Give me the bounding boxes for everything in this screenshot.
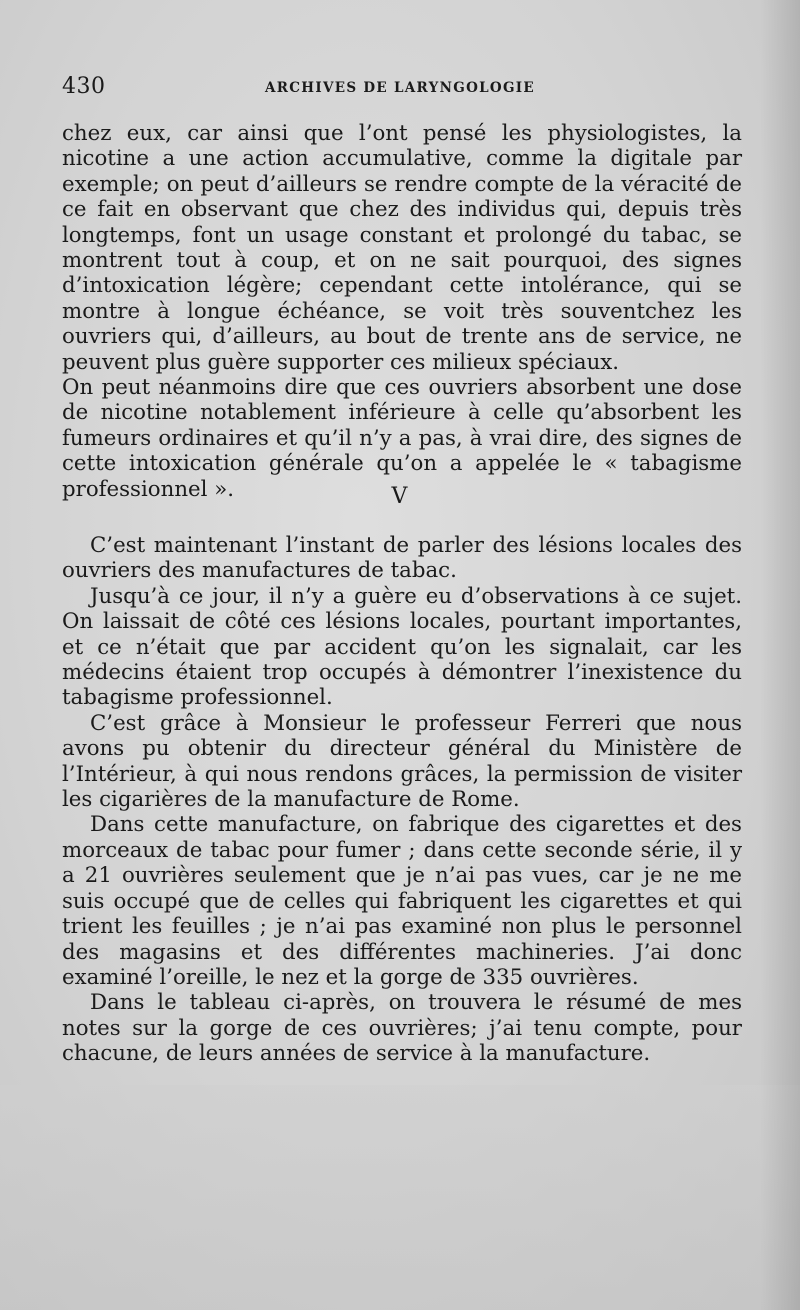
paragraph: C’est grâce à Monsieur le professeur Ferreri que nous avons pu obtenir du directeur général du Ministère de l’Intérieur, à qui nous rendons grâces, la permission de visiter les cigarières de la manufacture de Rome. <box>62 710 742 813</box>
show-through-area <box>0 1085 800 1310</box>
text-block-lower <box>62 533 742 1067</box>
page-number: 430 <box>62 74 106 99</box>
paragraph: chez eux, car ainsi que l’ont pensé les physiologistes, la nicotine a une action accumulative, comme la digitale par exemple; on peut d’ailleurs se rendre compte de la véracité de ce fait en observant que chez des individus qui, depuis très longtemps, font un usage constant et prolongé du tabac, se montrent tout à coup, et on ne sait pourquoi, des signes d’intoxication légère; cependant cette intolérance, qui se montre à longue échéance, se voit très souventchez les ouvriers qui, d’ailleurs, au bout de trente ans de service, ne peuvent plus guère supporter ces milieux spéciaux. <box>62 121 742 375</box>
paragraph: On peut néanmoins dire que ces ouvriers absorbent une dose de nicotine notablement inférieure à celle qu’absorbent les fumeurs ordinaires et qu’il n’y a pas, à vrai dire, des signes de cette intoxication générale qu’on a appelée le « tabagisme professionnel ». <box>62 375 742 502</box>
page-header <box>62 74 738 104</box>
page-edge-shadow <box>760 0 800 1310</box>
paragraph: C’est maintenant l’instant de parler des lésions locales des ouvriers des manufactures de tabac. <box>62 533 742 584</box>
section-heading: V <box>391 484 409 509</box>
paragraph: Dans cette manufacture, on fabrique des cigarettes et des morceaux de tabac pour fumer ; dans cette seconde série, il y a 21 ouvrières seulement que je n’ai pas vues, car je ne me suis occupé que de celles qui fabriquent les cigarettes et qui trient les feuilles ; je n’ai pas examiné non plus le personnel des magasins et des différentes machineries. J’ai donc examiné l’oreille, le nez et la gorge de 335 ouvrières. <box>62 812 742 990</box>
running-head: ARCHIVES DE LARYNGOLOGIE <box>264 80 536 96</box>
text-block-upper <box>62 121 742 502</box>
paragraph: Jusqu’à ce jour, il n’y a guère eu d’observations à ce sujet. On laissait de côté ces lésions locales, pourtant importantes, et ce n’était que par accident qu’on les signalait, car les médecins étaient trop occupés à démontrer l’inexistence du tabagisme professionnel. <box>62 583 742 711</box>
paragraph: Dans le tableau ci-après, on trouvera le résumé de mes notes sur la gorge de ces ouvrières; j’ai tenu compte, pour chacune, de leurs années de service à la manufacture. <box>62 990 742 1067</box>
